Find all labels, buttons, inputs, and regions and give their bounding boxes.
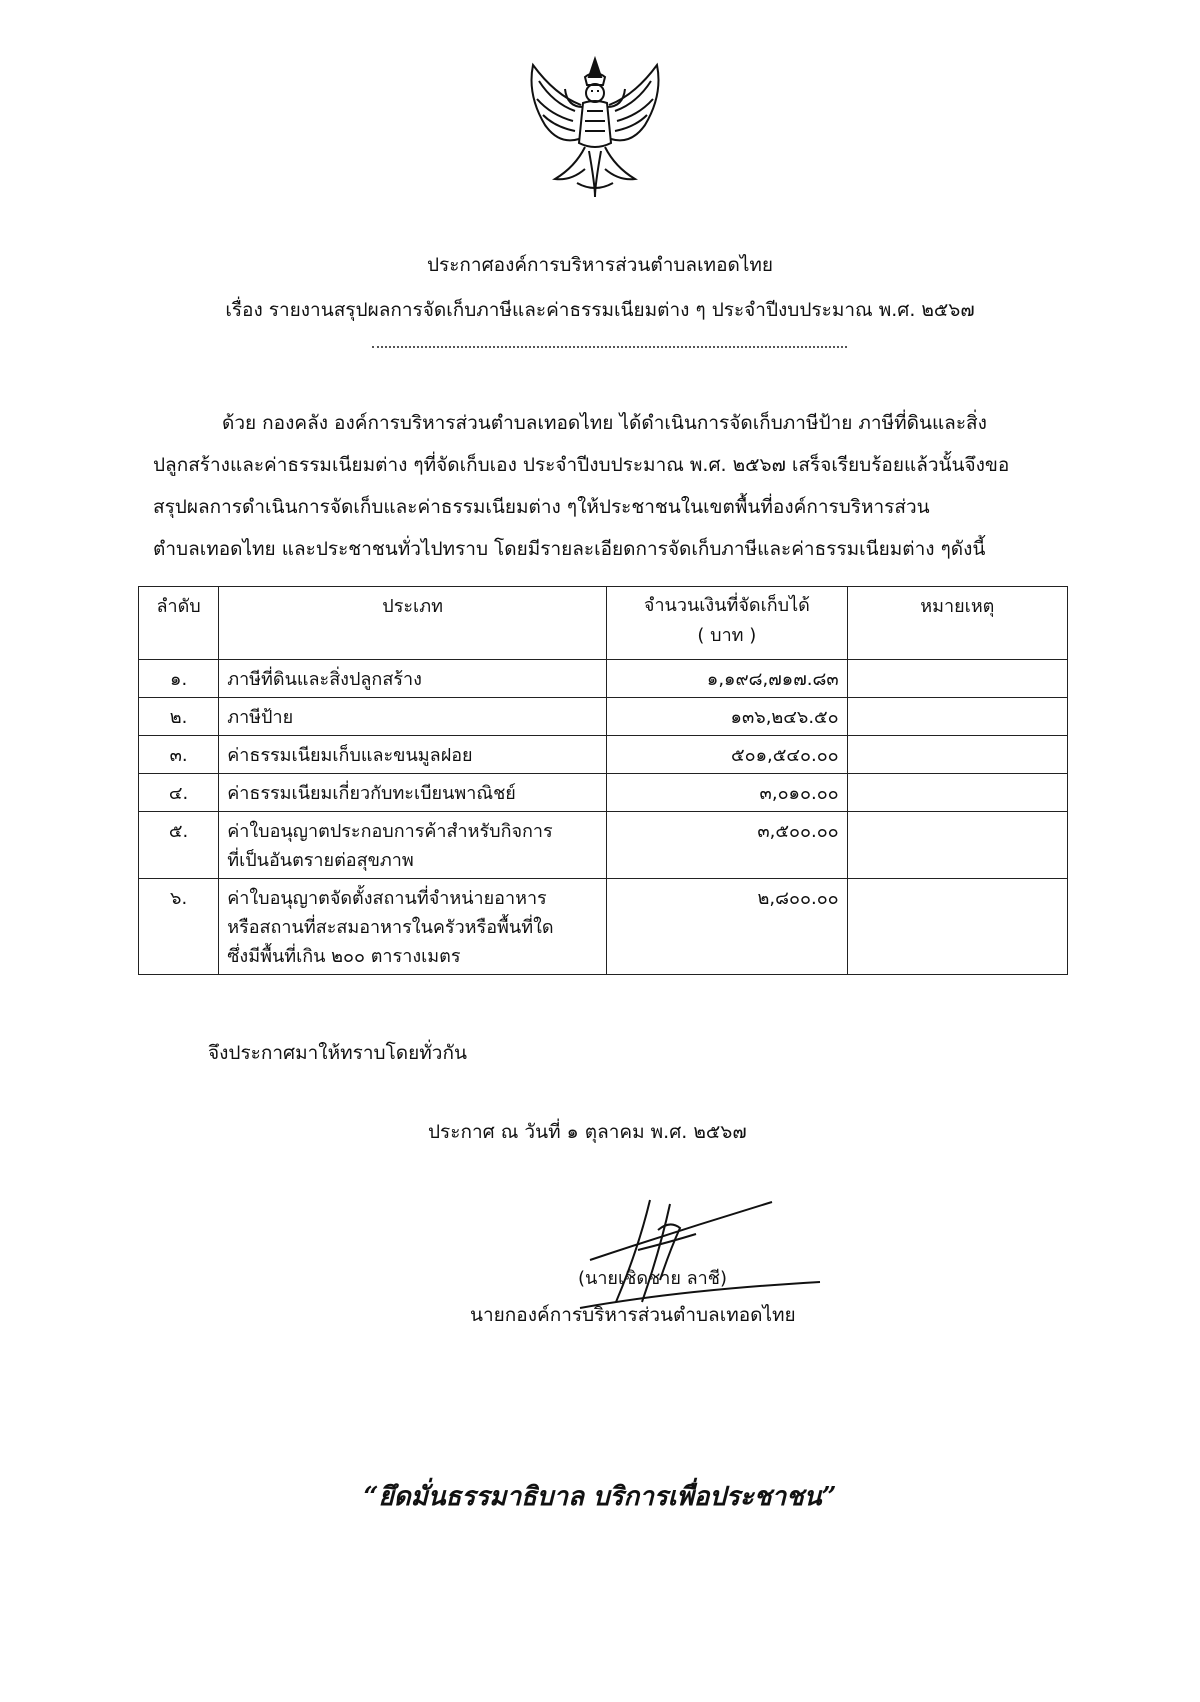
row-amount: ๑,๑๙๘,๗๑๗.๘๓: [607, 660, 848, 698]
body-line: ปลูกสร้างและค่าธรรมเนียมต่าง ๆที่จัดเก็บเอง ประจำปีงบประมาณ พ.ศ. ๒๕๖๗ เสร็จเรียบร้อยแล้วนั้นจึงขอ: [153, 454, 1010, 476]
body-line: ด้วย กองคลัง องค์การบริหารส่วนตำบลเทอดไทย ได้ดำเนินการจัดเก็บภาษีป้าย ภาษีที่ดินและสิ่ง: [222, 412, 987, 434]
body-line: ตำบลเทอดไทย และประชาชนทั่วไปทราบ โดยมีรายละเอียดการจัดเก็บภาษีและค่าธรรมเนียมต่าง ๆดังนี้: [153, 538, 986, 560]
row-note: [847, 660, 1067, 698]
row-amount: ๒,๘๐๐.๐๐: [607, 879, 848, 975]
row-no: ๒.: [139, 698, 219, 736]
row-note: [847, 774, 1067, 812]
row-amount: ๓,๐๑๐.๐๐: [607, 774, 848, 812]
row-no: ๖.: [139, 879, 219, 975]
row-type-line: ค่าใบอนุญาตประกอบการค้าสำหรับกิจการ: [227, 821, 553, 842]
row-type: [219, 736, 607, 774]
dotted-divider: [372, 346, 847, 348]
table-row: [139, 660, 1068, 698]
row-no: ๕.: [139, 812, 219, 879]
row-amount: ๓,๕๐๐.๐๐: [607, 812, 848, 879]
header-type: ประเภท: [219, 587, 607, 660]
header-no: ลำดับ: [139, 587, 219, 660]
header-amount-line1: จำนวนเงินที่จัดเก็บได้: [643, 595, 810, 616]
table-row: [139, 879, 1068, 975]
row-type: [219, 774, 607, 812]
row-type-line: ค่าธรรมเนียมเกี่ยวกับทะเบียนพาณิชย์: [227, 783, 516, 804]
row-amount: ๕๐๑,๕๔๐.๐๐: [607, 736, 848, 774]
header-amount-line2: ( บาท ): [697, 625, 757, 646]
row-no: ๓.: [139, 736, 219, 774]
row-note: [847, 736, 1067, 774]
row-type: [219, 660, 607, 698]
table-row: [139, 698, 1068, 736]
table-body: [139, 660, 1068, 975]
garuda-emblem-icon: [515, 55, 675, 205]
signer-position: นายกองค์การบริหารส่วนตำบลเทอดไทย: [470, 1304, 796, 1326]
table-row: [139, 812, 1068, 879]
row-amount: ๑๓๖,๒๔๖.๕๐: [607, 698, 848, 736]
row-note: [847, 812, 1067, 879]
row-no: ๑.: [139, 660, 219, 698]
closing-text: จึงประกาศมาให้ทราบโดยทั่วกัน: [208, 1042, 467, 1064]
row-no: ๔.: [139, 774, 219, 812]
row-type-line: ค่าใบอนุญาตจัดตั้งสถานที่จำหน่ายอาหาร: [227, 888, 547, 909]
announcement-title: ประกาศองค์การบริหารส่วนตำบลเทอดไทย: [426, 254, 774, 276]
table-row: [139, 736, 1068, 774]
row-type-line: ภาษีป้าย: [227, 707, 294, 728]
header-note: หมายเหตุ: [847, 587, 1067, 660]
announcement-date: ประกาศ ณ วันที่ ๑ ตุลาคม พ.ศ. ๒๕๖๗: [428, 1121, 747, 1143]
row-type-line: ค่าธรรมเนียมเก็บและขนมูลฝอย: [227, 745, 473, 766]
body-line: สรุปผลการดำเนินการจัดเก็บและค่าธรรมเนียมต่าง ๆให้ประชาชนในเขตพื้นที่องค์การบริหารส่วน: [153, 496, 930, 518]
row-note: [847, 879, 1067, 975]
row-type-line: ซึ่งมีพื้นที่เกิน ๒๐๐ ตารางเมตร: [227, 946, 461, 967]
fees-table: [138, 586, 1068, 975]
row-type-line: หรือสถานที่สะสมอาหารในครัวหรือพื้นที่ใด: [227, 917, 554, 938]
table-header-row: [139, 587, 1068, 660]
signer-name: (นายเชิดชาย ลาชี): [578, 1268, 728, 1289]
row-note: [847, 698, 1067, 736]
announcement-subject: เรื่อง รายงานสรุปผลการจัดเก็บภาษีและค่าธรรมเนียมต่าง ๆ ประจำปีงบประมาณ พ.ศ. ๒๕๖๗: [225, 299, 975, 321]
row-type-line: ที่เป็นอันตรายต่อสุขภาพ: [227, 850, 414, 871]
row-type: [219, 698, 607, 736]
slogan: “ยึดมั่นธรรมาธิบาล บริการเพื่อประชาชน”: [363, 1482, 837, 1512]
row-type: [219, 879, 607, 975]
row-type: [219, 812, 607, 879]
row-type-line: ภาษีที่ดินและสิ่งปลูกสร้าง: [227, 669, 422, 690]
header-amount: [607, 587, 848, 660]
table-row: [139, 774, 1068, 812]
